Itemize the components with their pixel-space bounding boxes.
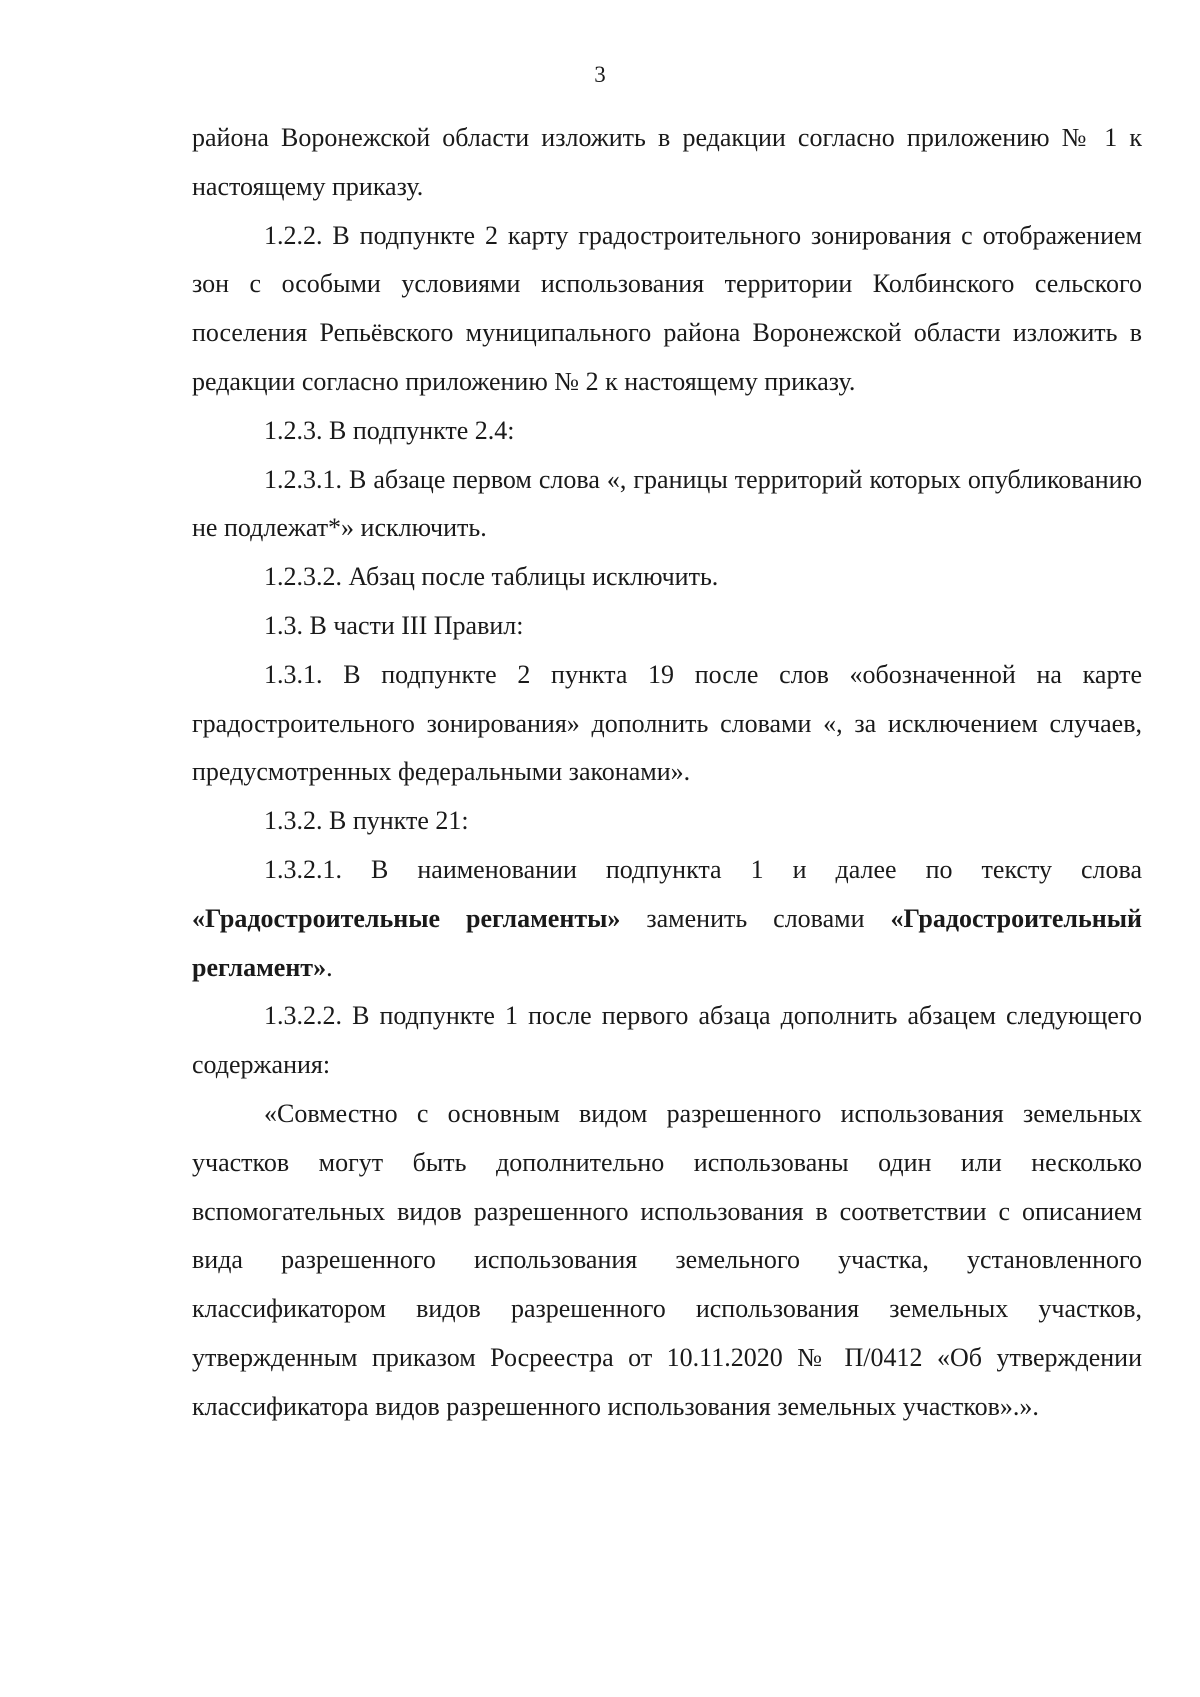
- paragraph: 1.2.3.1. В абзаце первом слова «, границы территорий которых опубликованию не подлежат*» исключить.: [192, 464, 1142, 543]
- paragraph: 1.3.2.2. В подпункте 1 после первого абзаца дополнить абзацем следующего содержания:: [192, 1001, 1142, 1080]
- paragraph: 1.2.2. В подпункте 2 карту градостроительного зонирования с отображением зон с особыми условиями использования территории Колбинского сельского поселения Репьёвского муниципального района Воронежской области изложить в редакции согласно приложению № 2 к настоящему приказу.: [192, 220, 1142, 396]
- document-body: [192, 114, 1142, 1432]
- paragraph-with-bold-terms: [192, 846, 1142, 992]
- paragraph-mid-text: заменить словами: [646, 903, 865, 933]
- quoted-paragraph: «Совместно с основным видом разрешенного использования земельных участков могут быть дополнительно использованы один или несколько вспомогательных видов разрешенного использования в соответствии с описанием вида разрешенного использования земельного участка, установленного классификатором видов разрешенного использования земельных участков, утвержденным приказом Росреестра от 10.11.2020 № П/0412 «Об утверждении классификатора видов разрешенного использования земельных участков».».: [192, 1098, 1142, 1421]
- bold-term-new: «Градостроительный регламент»: [192, 903, 1142, 982]
- paragraph: 1.3.2. В пункте 21:: [264, 806, 469, 836]
- paragraph: района Воронежской области изложить в редакции согласно приложению № 1 к настоящему приказу.: [192, 123, 1142, 201]
- paragraph: 1.3.1. В подпункте 2 пункта 19 после слов «обозначенной на карте градостроительного зонирования» дополнить словами «, за исключением случаев, предусмотренных федеральными законами».: [192, 659, 1142, 787]
- page-number: 3: [594, 62, 606, 87]
- paragraph-tail-text: .: [326, 952, 333, 982]
- paragraph: 1.2.3.2. Абзац после таблицы исключить.: [264, 562, 719, 592]
- paragraph-lead-text: 1.3.2.1. В наименовании подпункта 1 и далее по тексту слова: [264, 854, 1142, 884]
- bold-term-old: «Градостроительные регламенты»: [192, 903, 621, 933]
- paragraph: 1.3. В части III Правил:: [264, 610, 524, 640]
- paragraph: 1.2.3. В подпункте 2.4:: [264, 415, 515, 445]
